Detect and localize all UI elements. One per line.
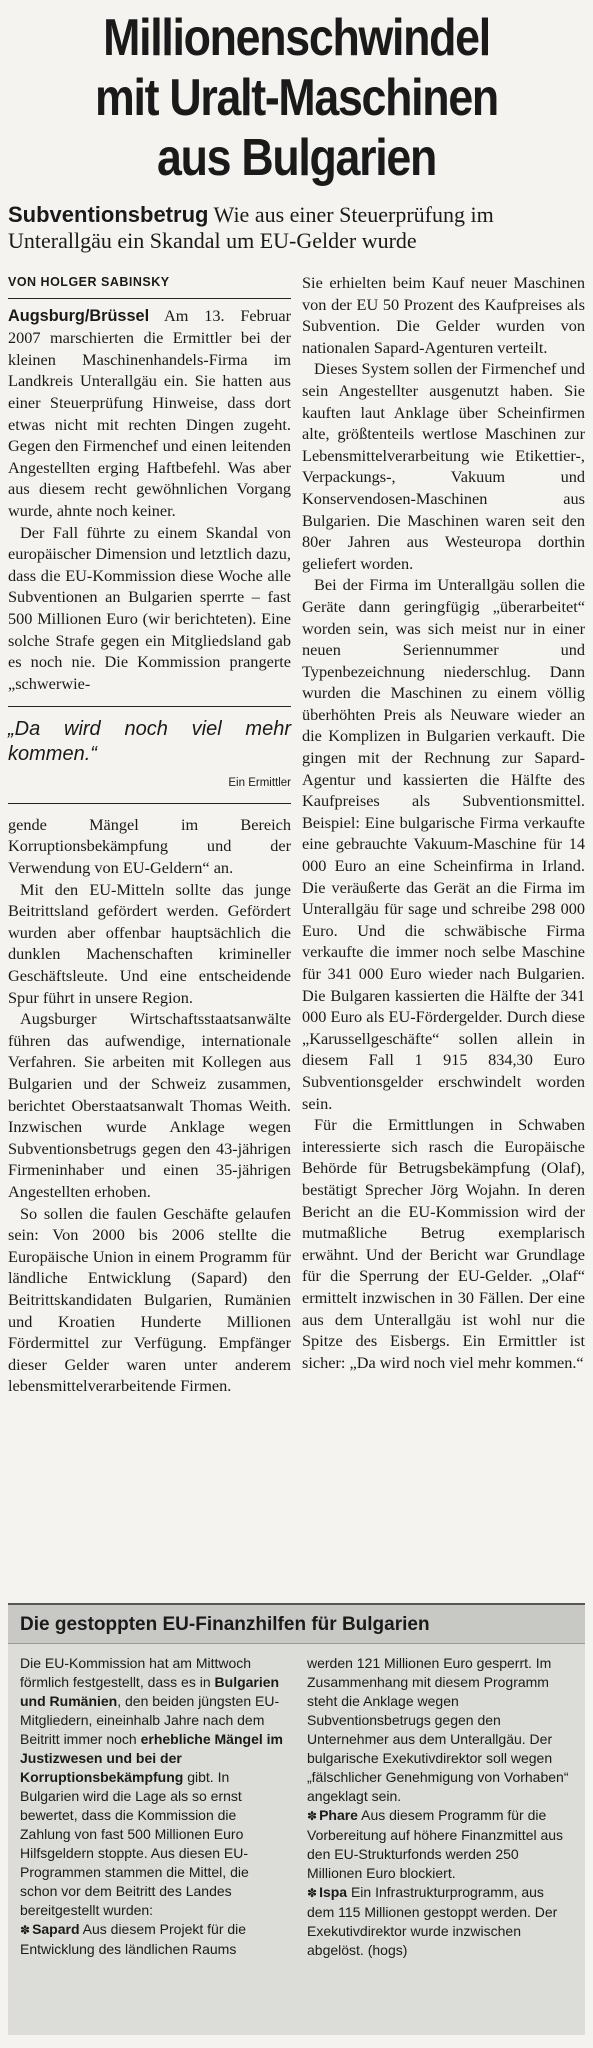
info-item-ispa <box>307 1883 573 1960</box>
paragraph: Für die Ermittlungen in Schwaben interessierte sich rasch die Europäische Behörde für Betrugsbekämpfung (Olaf), bestätigt Sprecher Jörg Wojahn. In deren Bericht an die EU-Kommission wird der mutmaßliche Betrug exemplarisch erwähnt. Und der Bericht war Grundlage für die Sperrung der EU-Gelder. „Olaf“ ermittelt inzwischen in 30 Fällen. Der eine aus dem Unterallgäu ist wohl nur die Spitze des Eisbergs. Ein Ermittler ist sicher: „Da wird noch viel mehr kommen.“ <box>302 1115 585 1372</box>
flower-bullet-icon: ✽ <box>307 1886 318 1900</box>
info-item-text: Aus diesem Programm für die Vorbereitung auf höhere Finanzmittel aus den EU-Strukturfonds werden 250 Millionen Euro blockiert. <box>307 1807 564 1881</box>
article-column-right <box>302 272 585 1397</box>
paragraph-text: Am 13. Februar 2007 marschierten die Ermittler bei der kleinen Maschinenhandels-Firma im Landkreis Unterallgäu ein. Sie hatten aus einer Steuerprüfung Hinweise, dass dort etwas nicht mit rechten Dingen zugeht. Gegen den Firmenchef und einen leitenden Angestellten erging Haftbefehl. Was aber aus diesem recht gewöhnlichen Vorgang wurde, ahnte noch keiner. <box>8 305 291 520</box>
paragraph: So sollen die faulen Geschäfte gelaufen sein: Von 2000 bis 2006 stellte die Europäische Union in einem Programm für ländliche Entwicklung (Sapard) den Beitrittskandidaten Bulgarien, Rumänien und Kroatien Hunderte Millionen Fördermittel zur Verfügung. Empfänger dieser Gelder waren unter anderem lebensmittelverarbeitende Firmen. <box>8 1203 291 1396</box>
info-text-bold: erhebliche Mängel im Justizwesen und bei der Korruptionsbekämpfung <box>20 1731 283 1785</box>
info-item-phare <box>307 1806 573 1883</box>
headline-line: mit Uralt-Maschinen <box>95 69 498 127</box>
paragraph: Augsburger Wirtschaftsstaatsanwälte führen das aufwendige, internationale Verfahren. Sie arbeiten mit Kollegen aus Bulgarien und der Schweiz zusammen, berichtet Oberstaatsanwalt Thomas Weith. Inzwischen wurde Anklage wegen Subventionsbetrugs gegen den 43-jährigen Firmeninhaber und einen 35-jährigen Angestellten erhoben. <box>8 1009 291 1201</box>
info-item-label: Sapard <box>32 1921 80 1937</box>
paragraph: gende Mängel im Bereich Korruptionsbekämpfung und der Verwendung von EU-Geldern“ an. <box>8 814 291 878</box>
subheadline-text: Wie aus einer Steuerprüfung im Unterallgäu ein Skandal um EU-Gelder wurde <box>8 202 494 253</box>
dateline: Augsburg/Brüssel <box>8 306 150 325</box>
pull-quote-source: Ein Ermittler <box>228 777 291 790</box>
info-item-text: Aus diesem Projekt für die Entwicklung des ländlichen Raums <box>20 1921 247 1957</box>
pull-quote-text: „Da wird noch viel mehr kommen.“ <box>8 718 291 766</box>
info-text: Die EU-Kommission hat am Mittwoch förmlich festgestellt, dass es in <box>20 1655 252 1690</box>
paragraph <box>8 305 291 522</box>
paragraph: Bei der Firma im Unterallgäu sollen die Geräte dann geringfügig „überarbeitet“ worden sein, was sich meist nur in einer neuen Seriennummer und Typenbezeichnung niederschlug. Dann wurden die Maschinen zu einem völlig überhöhten Preis als Neuware wieder an die Komplizen in Bulgarien verkauft. Die gingen mit der Rechnung zur Sapard-Agentur und kassierten die Hälfte des Kaufpreises als Subventionsmittel. Beispiel: Eine bulgarische Firma verkaufte eine gebrauchte Vakuum-Maschine für 14 000 Euro an eine Scheinfirma in Irland. Die veräußerte das Gerät an die Firma im Unterallgäu für sage und schreibe 298 000 Euro. Und die schwäbische Firma verkaufte die immer noch selbe Maschine für 341 000 Euro wieder nach Bulgarien. Die Bulgaren kassierten die Hälfte der 341 000 Euro als EU-Fördergelder. Durch diese „Karussellgeschäfte“ sollen allein in diesem Fall 1 915 834,30 Euro Subventionsgelder erschwindelt worden sein. <box>302 575 585 1113</box>
info-box-body <box>8 1644 585 1960</box>
info-box-column-right <box>307 1654 573 1960</box>
article-body <box>8 272 585 1397</box>
pull-quote <box>8 706 291 804</box>
info-paragraph: werden 121 Millionen Euro gesperrt. Im Zusammenhang mit diesem Programm steht die Anklage wegen Subventionsbetrugs gegen den Unternehmer aus dem Unterallgäu. Der bulgarische Exekutivdirektor soll wegen „fälschlicher Genehmigung von Vorhaben“ angeklagt sein. <box>307 1655 569 1804</box>
headline-line: aus Bulgarien <box>157 129 436 187</box>
info-item-label: Phare <box>319 1807 358 1823</box>
info-text-bold: Bulgarien und Rumänien <box>20 1674 280 1709</box>
paragraph: Sie erhielten beim Kauf neuer Maschinen von der EU 50 Prozent des Kaufpreises als Subvention. Die Gelder wurden von nationalen Sapard-Agenturen verteilt. <box>302 273 585 357</box>
info-item-text: Ein Infrastrukturprogramm, aus dem 115 Millionen gestoppt werden. Der Exekutivdirektor wurde inzwischen abgelöst. (hogs) <box>307 1884 558 1958</box>
info-box <box>8 1603 585 2035</box>
subheadline <box>8 202 585 254</box>
headline <box>48 8 544 188</box>
paragraph: Mit den EU-Mitteln sollte das junge Beitrittsland gefördert werden. Gefördert wurden aber offenbar hauptsächlich die dunklen Machenschaften krimineller Geschäftsleute. Und eine entscheidende Spur führt in unsere Region. <box>8 879 291 1007</box>
subheadline-kicker: Subventionsbetrug <box>8 202 209 227</box>
info-paragraph <box>20 1654 286 1920</box>
info-item-sapard <box>20 1920 286 1959</box>
info-text: , den beiden jüngsten EU-Mitgliedern, eineinhalb Jahre nach dem Beitritt immer noch <box>20 1693 280 1747</box>
byline: VON HOLGER SABINSKY <box>8 272 291 299</box>
flower-bullet-icon: ✽ <box>307 1809 318 1823</box>
info-box-column-left <box>20 1654 286 1960</box>
paragraph: Der Fall führte zu einem Skandal von europäischer Dimension und letztlich dazu, dass die EU-Kommission diese Woche alle Subventionen an Bulgarien sperrte – fast 500 Millionen Euro (wir berichteten). Eine solche Strafe gegen ein Mitgliedsland gab es noch nie. Die Kommission prangerte „schwerwie- <box>8 522 291 693</box>
info-item-label: Ispa <box>319 1884 348 1900</box>
info-text: gibt. In Bulgarien wird die Lage als so ernst bewertet, dass die Kommission die Zahlung von fast 500 Millionen Euro Hilfsgeldern stoppte. Aus diesen EU-Programmen stammen die Mittel, die schon vor dem Beitritt des Landes bereitgestellt wurden: <box>20 1769 249 1918</box>
info-box-title: Die gestoppten EU-Finanzhilfen für Bulgarien <box>8 1605 585 1644</box>
article-column-left <box>8 272 291 1397</box>
paragraph: Dieses System sollen der Firmenchef und sein Angestellter ausgenutzt haben. Sie kauften laut Anklage über Scheinfirmen alte, größtenteils wertlose Maschinen zur Lebensmittelverarbeitung wie Etikettier-, Verpackungs-, Vakuum und Konservendosen-Maschinen aus Bulgarien. Die Maschinen waren seit den 80er Jahren aus Westeuropa dorthin geliefert worden. <box>302 359 585 573</box>
flower-bullet-icon: ✽ <box>20 1923 31 1937</box>
headline-line: Millionenschwindel <box>103 9 490 67</box>
